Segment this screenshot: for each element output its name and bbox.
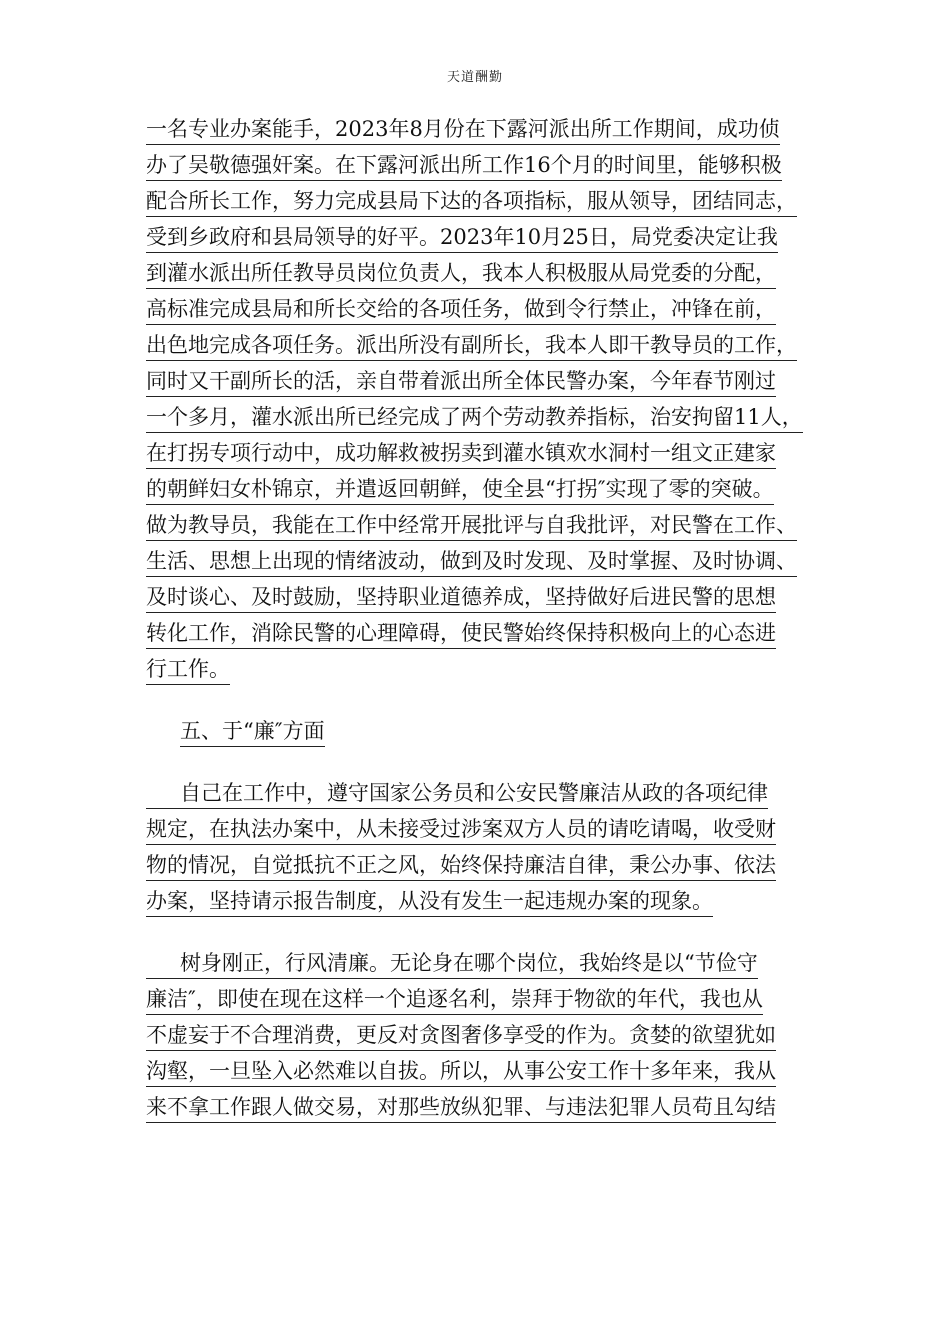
text-line: 转化工作，消除民警的心理障碍，使民警始终保持积极向上的心态进 — [146, 618, 776, 649]
text-line: 一名专业办案能手，2023年8月份在下露河派出所工作期间，成功侦 — [146, 114, 780, 145]
text-line: 在打拐专项行动中，成功解救被拐卖到灌水镇欢水洞村一组文正建家 — [146, 438, 776, 469]
text-line: 生活、思想上出现的情绪波动，做到及时发现、及时掌握、及时协调、 — [146, 546, 797, 577]
text-line: 沟壑，一旦坠入必然难以自拔。所以，从事公安工作十多年来，我从 — [146, 1056, 776, 1087]
text-line: 的朝鲜妇女朴锦京，并遣返回朝鲜，使全县“打拐″实现了零的突破。 — [146, 474, 774, 505]
text-line: 出色地完成各项任务。派出所没有副所长，我本人即干教导员的工作， — [146, 330, 797, 361]
text-line: 同时又干副所长的活，亲自带着派出所全体民警办案，今年春节刚过 — [146, 366, 776, 397]
text-line: 到灌水派出所任教导员岗位负责人，我本人积极服从局党委的分配， — [146, 258, 776, 289]
text-line: 一个多月，灌水派出所已经完成了两个劳动教养指标，治安拘留11人， — [146, 402, 803, 433]
text-line: 树身刚正，行风清廉。无论身在哪个岗位，我始终是以“节俭守 — [146, 948, 758, 979]
text-line: 办了吴敬德强奸案。在下露河派出所工作16个月的时间里，能够积极 — [146, 150, 782, 181]
text-line: 做为教导员，我能在工作中经常开展批评与自我批评，对民警在工作、 — [146, 510, 797, 541]
text-line: 规定，在执法办案中，从未接受过涉案双方人员的请吃请喝，收受财 — [146, 814, 776, 845]
text-line: 受到乡政府和县局领导的好平。2023年10月25日，局党委决定让我 — [146, 222, 778, 253]
text-line: 廉洁″，即使在现在这样一个追逐名利，崇拜于物欲的年代，我也从 — [146, 984, 763, 1015]
text-line: 自己在工作中，遵守国家公务员和公安民警廉洁从政的各项纪律 — [146, 778, 768, 809]
text-line: 高标准完成县局和所长交给的各项任务，做到令行禁止，冲锋在前， — [146, 294, 776, 325]
text-line: 不虚妄于不合理消费，更反对贪图奢侈享受的作为。贪婪的欲望犹如 — [146, 1020, 776, 1051]
text-line: 行工作。 — [146, 654, 230, 685]
text-line: 配合所长工作，努力完成县局下达的各项指标，服从领导，团结同志， — [146, 186, 797, 217]
text-line: 及时谈心、及时鼓励，坚持职业道德养成，坚持做好后进民警的思想 — [146, 582, 776, 613]
text-line: 来不拿工作跟人做交易，对那些放纵犯罪、与违法犯罪人员苟且勾结 — [146, 1092, 776, 1123]
section-heading: 五、于“廉″方面 — [180, 716, 325, 747]
text-line: 物的情况，自觉抵抗不正之风，始终保持廉洁自律，秉公办事、依法 — [146, 850, 776, 881]
text-line: 办案，坚持请示报告制度，从没有发生一起违规办案的现象。 — [146, 886, 713, 917]
page-header: 天道酬勤 — [446, 70, 503, 85]
